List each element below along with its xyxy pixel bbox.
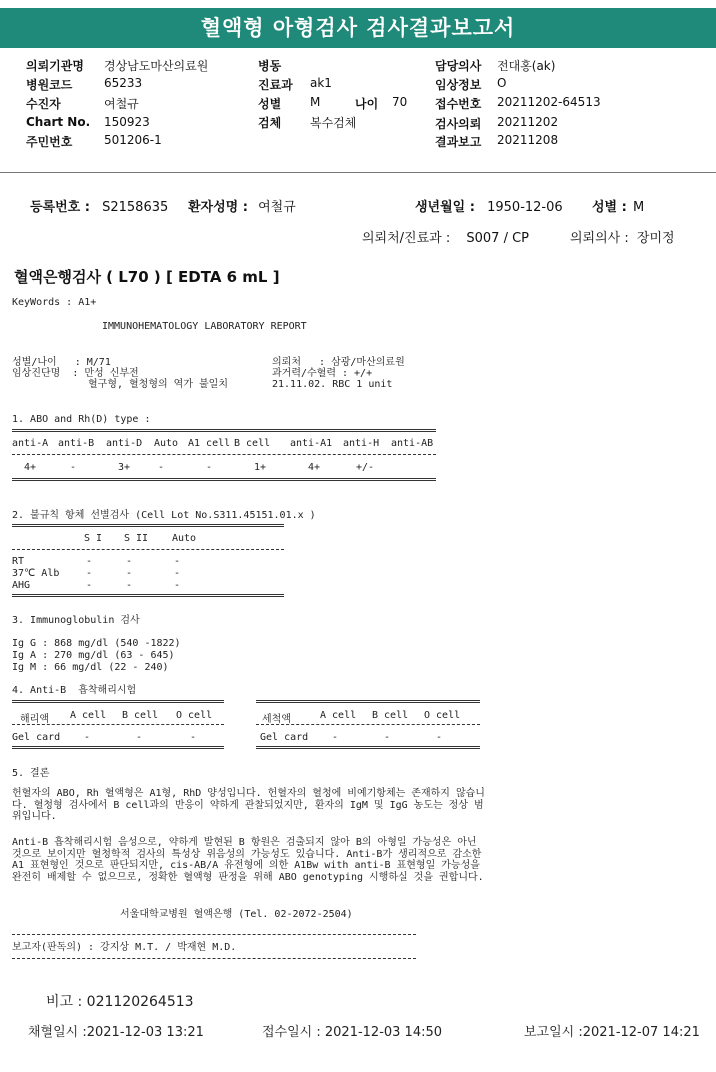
antibody-value: - — [174, 580, 181, 591]
header-label: 병동 — [258, 59, 282, 73]
antibody-column-header: S I — [84, 533, 103, 544]
dob-value: 1950-12-06 — [487, 200, 563, 215]
doctor-value: 장미정 — [636, 231, 675, 246]
abo-value: 4+ — [308, 462, 321, 473]
ig-heading: 3. Immunoglobulin 검사 — [12, 615, 140, 626]
ig-line: Ig M : 66 mg/dl (22 - 240) — [12, 662, 169, 673]
diagnosis-line-2: 혈구형, 혈청형의 역가 불일치 — [88, 379, 229, 390]
antibody-row-label: AHG — [12, 580, 31, 591]
antiB-column-header: O cell — [424, 710, 461, 721]
header-value: M — [310, 95, 321, 109]
table-rule — [256, 700, 480, 703]
table-rule — [12, 429, 436, 432]
antibody-value: - — [126, 568, 133, 579]
table-rule — [12, 746, 224, 749]
header-label: 의뢰기관명 — [26, 59, 84, 73]
header-label: 성별 — [258, 97, 282, 111]
header-value: 20211202 — [497, 115, 559, 129]
antiB-column-header: B cell — [122, 710, 159, 721]
reporter-line: 보고자(판독의) : 강지상 M.T. / 박재현 M.D. — [12, 942, 237, 953]
abo-column-header: B cell — [234, 438, 271, 449]
abo-column-header: anti-D — [106, 438, 143, 449]
divider — [0, 172, 716, 173]
header-label: 나이 — [355, 97, 379, 111]
antiB-column-header: A cell — [320, 710, 357, 721]
table-rule — [12, 478, 436, 481]
history-line-2: 21.11.02. RBC 1 unit — [272, 379, 393, 390]
antiB-column-header: 세척액 — [262, 714, 291, 725]
antibody-row-label: RT — [12, 556, 25, 567]
table-rule — [12, 700, 224, 703]
conclusion-heading: 5. 결론 — [12, 768, 50, 779]
header-label: 검체 — [258, 116, 282, 130]
name-label: 환자성명 : — [188, 200, 248, 215]
divider — [12, 958, 416, 959]
abo-heading: 1. ABO and Rh(D) type : — [12, 414, 151, 425]
table-rule — [12, 454, 436, 455]
abo-column-header: A1 cell — [188, 438, 231, 449]
reg-value: S2158635 — [102, 200, 169, 215]
reg-label: 등록번호 : — [30, 200, 90, 215]
header-label: 병원코드 — [26, 78, 73, 92]
antibody-value: - — [126, 580, 133, 591]
dob-label: 생년월일 : — [415, 200, 475, 215]
header-value: 복수검체 — [310, 116, 357, 130]
header-label: 담당의사 — [435, 59, 482, 73]
referral-line: 의뢰처 : 삼광/마산의료원 — [272, 357, 405, 368]
antiB-value: Gel card — [12, 732, 61, 743]
abo-value: - — [158, 462, 165, 473]
table-rule — [12, 549, 284, 550]
doctor-label: 의뢰의사 : — [570, 231, 629, 246]
antibody-value: - — [86, 580, 93, 591]
diagnosis-line: 임상진단명 : 만성 신부전 — [12, 368, 139, 379]
table-rule — [12, 594, 284, 597]
antiB-value: - — [136, 732, 143, 743]
antiB-value: - — [332, 732, 339, 743]
abo-value: 1+ — [254, 462, 267, 473]
header-label: 결과보고 — [435, 135, 482, 149]
divider — [12, 934, 416, 935]
antibody-value: - — [126, 556, 133, 567]
antiB-column-header: B cell — [372, 710, 409, 721]
antiB-value: - — [384, 732, 391, 743]
antibody-column-header: Auto — [172, 533, 197, 544]
antibody-value: - — [86, 556, 93, 567]
table-rule — [256, 724, 480, 725]
header-label: 주민번호 — [26, 135, 73, 149]
report-time: 보고일시 :2021-12-07 14:21 — [524, 1025, 700, 1040]
abo-column-header: anti-H — [343, 438, 380, 449]
abo-column-header: anti-A — [12, 438, 49, 449]
header-label: 진료과 — [258, 78, 293, 92]
antiB-value: - — [84, 732, 91, 743]
patient-name — [188, 196, 296, 215]
report-subtitle: IMMUNOHEMATOLOGY LABORATORY REPORT — [102, 321, 307, 332]
header-value: 전대홍(ak) — [497, 59, 556, 73]
sex-value: M — [632, 200, 645, 215]
antibody-column-header: S II — [124, 533, 149, 544]
header-value: 65233 — [104, 76, 143, 90]
header-value: 150923 — [104, 115, 150, 129]
header-label: Chart No. — [26, 115, 91, 129]
collection-time: 채혈일시 :2021-12-03 13:21 — [28, 1025, 204, 1040]
table-rule — [256, 746, 480, 749]
antiB-value: Gel card — [260, 732, 309, 743]
abo-value: 3+ — [118, 462, 131, 473]
header-label: 검사의뢰 — [435, 117, 482, 131]
header-value: 여철규 — [104, 97, 139, 111]
antiB-column-header: 해리액 — [20, 714, 49, 725]
section-title: 혈액은행검사 ( L70 ) [ EDTA 6 mL ] — [14, 268, 280, 286]
antiB-value: - — [436, 732, 443, 743]
header-value: 20211202-64513 — [497, 95, 601, 109]
header-value: 501206-1 — [104, 133, 162, 147]
header-value: 70 — [392, 95, 408, 109]
ig-line: Ig A : 270 mg/dl (63 - 645) — [12, 650, 175, 661]
abo-column-header: Auto — [154, 438, 179, 449]
antiB-column-header: A cell — [70, 710, 107, 721]
conclusion-paragraph: 헌혈자의 ABO, Rh 혈액형은 A1형, RhD 양성입니다. 헌혈자의 혈청에 비예기항체는 존재하지 않습니다. 혈청형 검사에서 B cell과의 반응이 약하게 관찰되었지만, 환자의 IgM 및 IgG 농도는 정상 범위입니다. — [12, 788, 485, 822]
header-value: O — [497, 76, 507, 90]
abo-column-header: anti-A1 — [290, 438, 333, 449]
name-value: 여철규 — [258, 200, 296, 215]
header-value: ak1 — [310, 76, 332, 90]
antibody-row-label: 37℃ Alb — [12, 568, 60, 579]
sex-age-line: 성별/나이 : M/71 — [12, 357, 111, 368]
abo-column-header: anti-AB — [391, 438, 434, 449]
keywords: KeyWords : A1+ — [12, 297, 97, 308]
dept-label: 의뢰처/진료과 : — [362, 231, 451, 246]
table-rule — [12, 524, 284, 527]
sex-label: 성별 : — [592, 200, 627, 215]
header-value: 경상남도마산의료원 — [104, 59, 209, 73]
table-rule — [12, 724, 224, 725]
antibody-value: - — [86, 568, 93, 579]
antibody-value: - — [174, 556, 181, 567]
referring-doctor — [570, 227, 675, 246]
registration-number — [30, 196, 168, 215]
abo-value: 4+ — [24, 462, 37, 473]
note: 비고 : 021120264513 — [46, 994, 194, 1010]
birth-date — [415, 196, 563, 215]
abo-value: - — [206, 462, 213, 473]
referral-dept — [362, 227, 529, 246]
hospital-line: 서울대학교병원 혈액은행 (Tel. 02-2072-2504) — [120, 909, 353, 920]
antiB-value: - — [190, 732, 197, 743]
dept-value: S007 / CP — [466, 231, 530, 246]
conclusion-paragraph: Anti-B 흡착해리시험 음성으로, 약하게 발현된 B 항원은 검출되지 않아 B의 아형일 가능성은 아닌 것으로 보이지만 혈청학적 검사의 특성상 위음성의 가능성도 있습니다. Anti-B가 생리적으로 감소한 A1 표현형인 것으로 판단되지만, cis-AB/A 유전형에 의한 A1Bw with anti-B 표현형일 가능성을 완전히 배제할 수 없으므로, 정확한 혈액형 판정을 위해 ABO genotyping 시행하실 것을 권합니다. — [12, 837, 484, 883]
report-title: 혈액형 아형검사 검사결과보고서 — [0, 8, 716, 48]
antibody-value: - — [174, 568, 181, 579]
abo-value: - — [70, 462, 77, 473]
ig-line: Ig G : 868 mg/dl (540 -1822) — [12, 638, 181, 649]
abo-column-header: anti-B — [58, 438, 95, 449]
header-label: 임상정보 — [435, 78, 482, 92]
history-line: 과거력/수혈력 : +/+ — [272, 368, 373, 379]
patient-sex — [592, 196, 644, 215]
antibody-heading: 2. 불규칙 항체 선별검사 (Cell Lot No.S311.45151.01.x ) — [12, 510, 316, 521]
abo-value: +/- — [356, 462, 375, 473]
header-label: 수진자 — [26, 97, 61, 111]
antiB-heading: 4. Anti-B 흡착해리시험 — [12, 685, 137, 696]
antiB-column-header: O cell — [176, 710, 213, 721]
receipt-time: 접수일시 : 2021-12-03 14:50 — [262, 1025, 443, 1040]
header-value: 20211208 — [497, 133, 559, 147]
header-label: 접수번호 — [435, 97, 482, 111]
